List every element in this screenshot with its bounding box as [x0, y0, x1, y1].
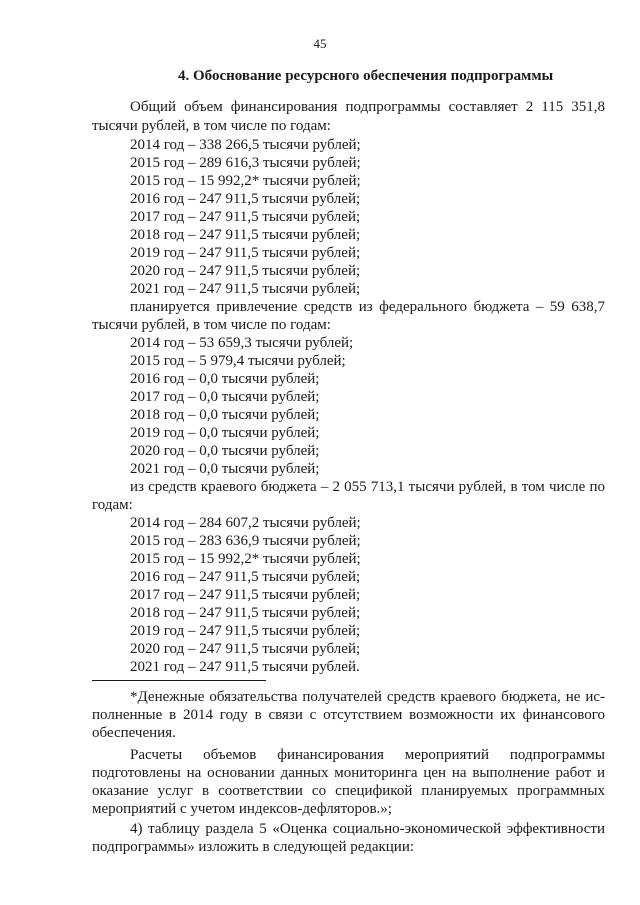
- federal-year-2015: 2015 год – 5 979,4 тысячи рублей;: [130, 353, 346, 369]
- total-year-2019: 2019 год – 247 911,5 тысячи рублей;: [130, 245, 361, 261]
- total-year-2017: 2017 год – 247 911,5 тысячи рублей;: [130, 209, 361, 225]
- item4-line2: подпрограммы» изложить в следующей редакции:: [92, 839, 415, 855]
- federal-year-2021: 2021 год – 0,0 тысячи рублей;: [130, 461, 320, 477]
- total-year-2015: 2015 год – 289 616,3 тысячи рублей;: [130, 155, 361, 171]
- federal-year-2018: 2018 год – 0,0 тысячи рублей;: [130, 407, 320, 423]
- total-intro-line1: Общий объем финансирования подпрограммы составляет 2 115 351,8: [130, 99, 605, 115]
- regional-year-2020: 2020 год – 247 911,5 тысячи рублей;: [130, 641, 361, 657]
- regional-year-2015: 2015 год – 283 636,9 тысячи рублей;: [130, 533, 361, 549]
- total-year-2020: 2020 год – 247 911,5 тысячи рублей;: [130, 263, 361, 279]
- footnote-line3: обеспечения.: [92, 725, 176, 741]
- regional-intro-line1: из средств краевого бюджета – 2 055 713,1 тысячи рублей, в том числе по: [130, 479, 605, 495]
- federal-year-2019: 2019 год – 0,0 тысячи рублей;: [130, 425, 320, 441]
- section-heading: 4. Обоснование ресурсного обеспечения подпрограммы: [178, 68, 554, 84]
- footnote-separator: [92, 680, 266, 681]
- calc-line3: оказание услуг в соответствии со спецификой планируемых программных: [92, 783, 605, 799]
- regional-year-2021: 2021 год – 247 911,5 тысячи рублей.: [130, 659, 360, 675]
- total-intro-line2: тысячи рублей, в том числе по годам:: [92, 118, 331, 134]
- total-year-2015-extra: 2015 год – 15 992,2* тысячи рублей;: [130, 173, 361, 189]
- regional-year-2015-extra: 2015 год – 15 992,2* тысячи рублей;: [130, 551, 361, 567]
- regional-year-2014: 2014 год – 284 607,2 тысячи рублей;: [130, 515, 361, 531]
- calc-line1: Расчеты объемов финансирования мероприятий подпрограммы: [130, 747, 605, 763]
- item4-line1: 4) таблицу раздела 5 «Оценка социально-экономической эффективности: [130, 821, 605, 837]
- total-year-2014: 2014 год – 338 266,5 тысячи рублей;: [130, 137, 361, 153]
- calc-line4: мероприятий с учетом индексов-дефляторов.»;: [92, 801, 392, 817]
- regional-intro-line2: годам:: [92, 497, 133, 513]
- federal-year-2014: 2014 год – 53 659,3 тысячи рублей;: [130, 335, 354, 351]
- regional-year-2017: 2017 год – 247 911,5 тысячи рублей;: [130, 587, 361, 603]
- total-year-2021: 2021 год – 247 911,5 тысячи рублей;: [130, 281, 361, 297]
- federal-intro-line2: тысячи рублей, в том числе по годам:: [92, 317, 331, 333]
- total-year-2016: 2016 год – 247 911,5 тысячи рублей;: [130, 191, 361, 207]
- regional-year-2019: 2019 год – 247 911,5 тысячи рублей;: [130, 623, 361, 639]
- page-number: 45: [313, 36, 327, 51]
- calc-line2: подготовлены на основании данных мониторинга цен на выполнение работ и: [92, 765, 605, 781]
- regional-year-2016: 2016 год – 247 911,5 тысячи рублей;: [130, 569, 361, 585]
- regional-year-2018: 2018 год – 247 911,5 тысячи рублей;: [130, 605, 361, 621]
- footnote-line2: полненные в 2014 году в связи с отсутствием возможности их финансового: [92, 707, 605, 723]
- total-year-2018: 2018 год – 247 911,5 тысячи рублей;: [130, 227, 361, 243]
- federal-year-2016: 2016 год – 0,0 тысячи рублей;: [130, 371, 320, 387]
- footnote-line1: *Денежные обязательства получателей средств краевого бюджета, не ис-: [130, 689, 605, 705]
- federal-intro-line1: планируется привлечение средств из федерального бюджета – 59 638,7: [130, 299, 605, 315]
- federal-year-2020: 2020 год – 0,0 тысячи рублей;: [130, 443, 320, 459]
- federal-year-2017: 2017 год – 0,0 тысячи рублей;: [130, 389, 320, 405]
